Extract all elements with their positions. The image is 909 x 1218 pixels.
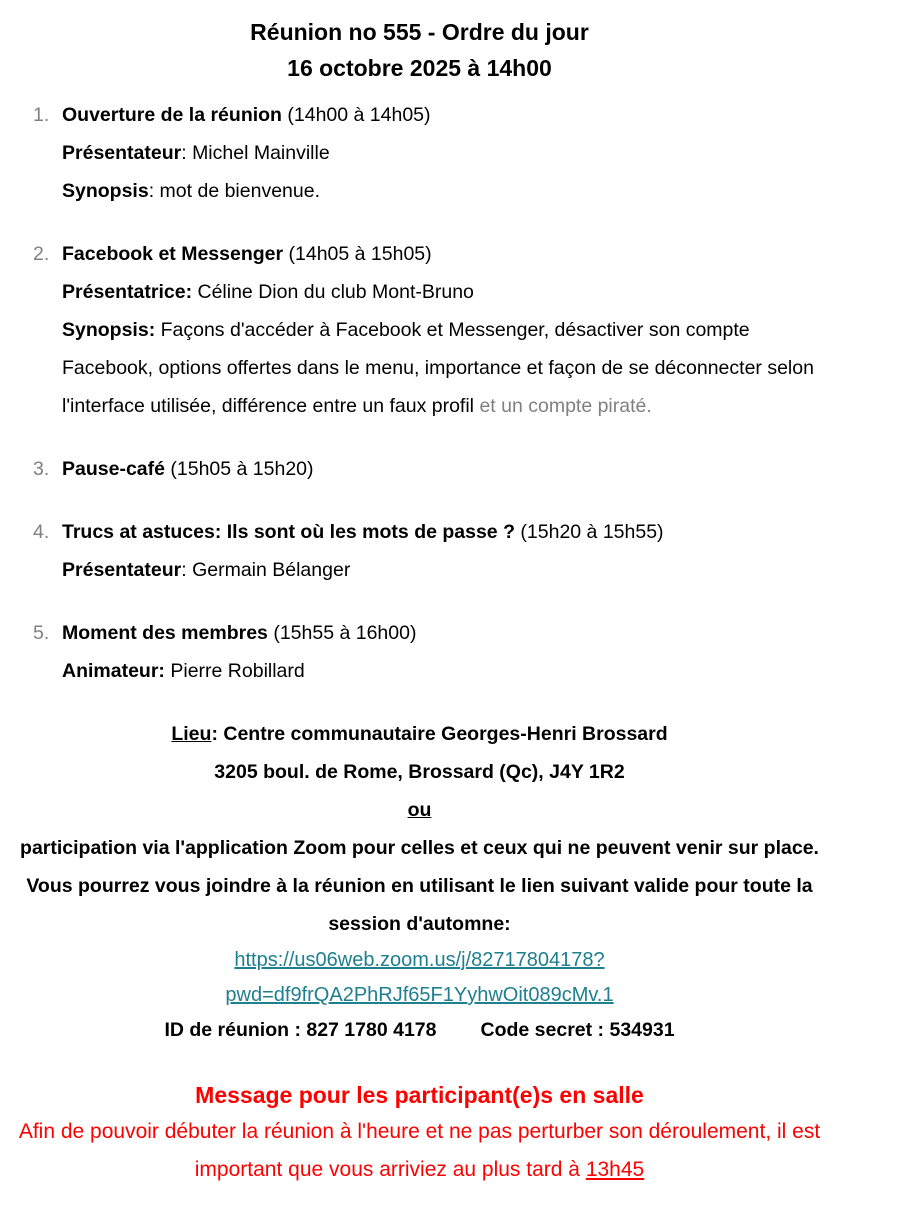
item-number: 3.	[33, 458, 50, 480]
animator-name: Pierre Robillard	[170, 660, 305, 682]
synopsis-muted-text: et un compte piraté.	[479, 395, 652, 417]
zoom-meeting-link[interactable]: https://us06web.zoom.us/j/82717804178? pwd=df9frQA2PhRJf65F1YyhwOit089cMv.1	[225, 949, 614, 1006]
agenda-list	[4, 96, 835, 690]
agenda-item-1	[4, 96, 824, 210]
presenter-line: Présentateur: Michel Mainville	[62, 142, 330, 164]
document-page	[4, 14, 835, 1189]
deadline-time: 13h45	[585, 1158, 645, 1181]
item-title: Trucs at astuces: Ils sont où les mots de passe ?	[62, 521, 515, 543]
item-title: Facebook et Messenger	[62, 243, 284, 265]
agenda-item-2	[4, 235, 824, 425]
item-title: Ouverture de la réunion	[62, 104, 282, 126]
presenter-line: Présentateur: Germain Bélanger	[62, 559, 351, 581]
venue-address: 3205 boul. de Rome, Brossard (Qc), J4Y 1R2	[214, 761, 625, 783]
meeting-id-label: ID de réunion :	[164, 1019, 307, 1041]
synopsis-text: mot de bienvenue.	[159, 180, 320, 202]
item-heading	[33, 96, 824, 134]
item-time: (15h05 à 15h20)	[170, 458, 314, 480]
agenda-item-3	[4, 450, 824, 488]
title-line-1: Réunion no 555 - Ordre du jour	[250, 19, 589, 45]
secret-code-label: Code secret :	[480, 1019, 610, 1041]
item-number: 1.	[33, 104, 50, 126]
secret-code-value: 534931	[609, 1019, 675, 1041]
item-heading	[33, 513, 824, 551]
item-heading	[33, 614, 824, 652]
meeting-credentials-line	[4, 1013, 835, 1047]
item-number: 2.	[33, 243, 50, 265]
synopsis-line: Synopsis: Façons d'accéder à Facebook et Messenger, désactiver son compte Facebook, options offertes dans le menu, importance et façon de se déconnecter selon l'interface utilisée, différence entre un faux profil et un compte piraté.	[62, 319, 814, 417]
item-time: (15h20 à 15h55)	[520, 521, 664, 543]
venue-label: Lieu	[171, 723, 212, 745]
item-title: Moment des membres	[62, 622, 268, 644]
zoom-link-wrapper	[4, 943, 835, 1013]
agenda-item-5	[4, 614, 824, 690]
zoom-participation-paragraph: participation via l'application Zoom pour celles et ceux qui ne peuvent venir sur place. Vous pourrez vous joindre à la réunion en utilisant le lien suivant valide pour toute la session d'automne:	[20, 837, 819, 935]
animator-line: Animateur: Pierre Robillard	[62, 660, 305, 682]
room-message-section	[4, 1077, 835, 1189]
venue-location-line: Lieu: Centre communautaire Georges-Henri Brossard	[171, 723, 668, 745]
item-number: 4.	[33, 521, 50, 543]
venue-name: Centre communautaire Georges-Henri Brossard	[223, 723, 668, 745]
alert-heading: Message pour les participant(e)s en salle	[195, 1082, 644, 1108]
synopsis-text: Façons d'accéder à Facebook et Messenger, désactiver son compte Facebook, options offertes dans le menu, importance et façon de se déconnecter selon l'interface utilisée, différence entre un faux profil	[62, 319, 814, 417]
page-title	[4, 14, 835, 86]
item-number: 5.	[33, 622, 50, 644]
or-divider: ou	[407, 799, 432, 821]
title-line-2: 16 octobre 2025 à 14h00	[287, 55, 552, 81]
item-heading	[33, 450, 824, 488]
presenter-name: Germain Bélanger	[192, 559, 351, 581]
presenter-name: Michel Mainville	[192, 142, 330, 164]
item-heading	[33, 235, 824, 273]
synopsis-line: Synopsis: mot de bienvenue.	[62, 180, 320, 202]
item-time: (15h55 à 16h00)	[273, 622, 417, 644]
item-time: (14h00 à 14h05)	[287, 104, 431, 126]
agenda-item-4	[4, 513, 824, 589]
item-time: (14h05 à 15h05)	[288, 243, 432, 265]
presenter-name: Céline Dion du club Mont-Bruno	[197, 281, 474, 303]
item-title: Pause-café	[62, 458, 165, 480]
venue-section	[4, 715, 835, 1047]
alert-body: Afin de pouvoir débuter la réunion à l'heure et ne pas perturber son déroulement, il est important que vous arriviez au plus tard à 13h45	[18, 1120, 821, 1181]
meeting-id-value: 827 1780 4178	[306, 1019, 437, 1041]
presenter-line: Présentatrice: Céline Dion du club Mont-Bruno	[62, 281, 474, 303]
